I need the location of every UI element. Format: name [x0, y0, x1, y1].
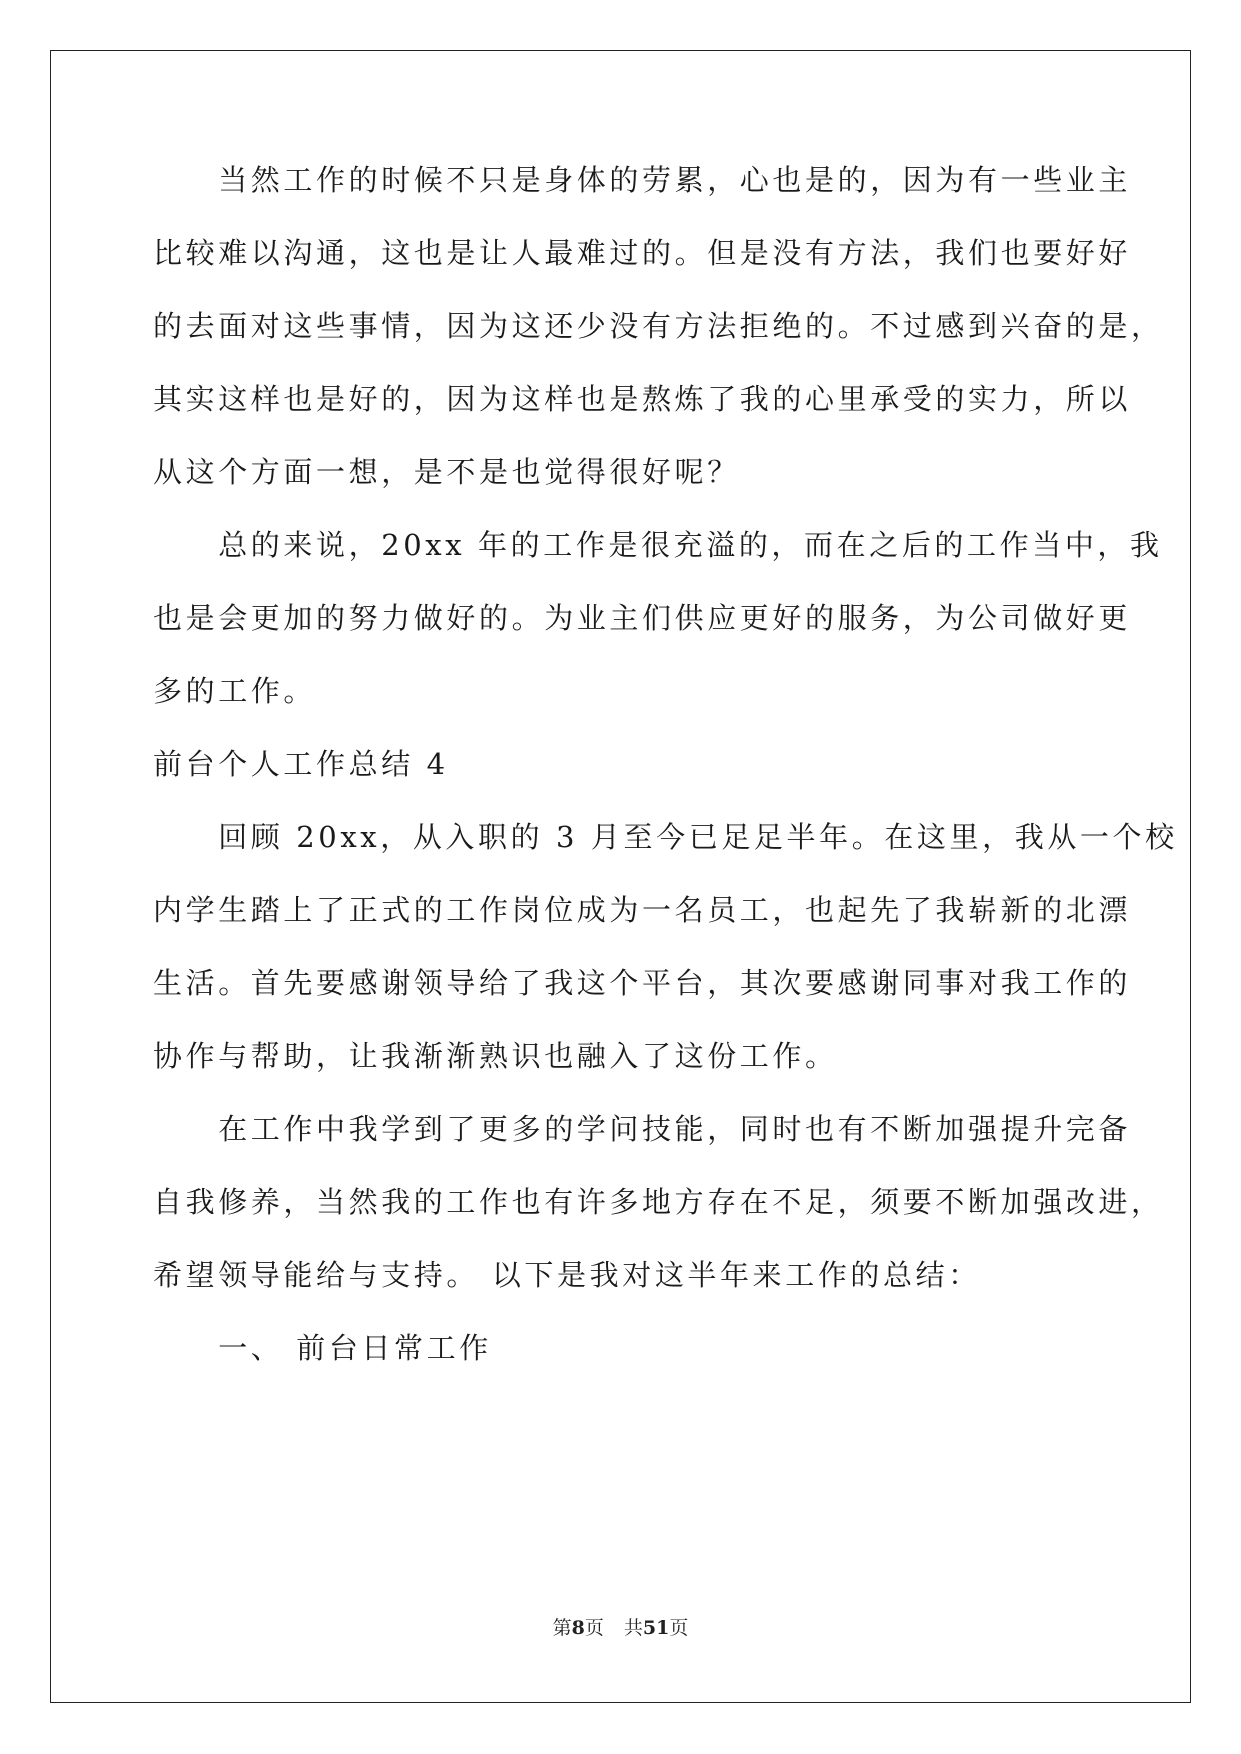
page-prefix: 第 [552, 1617, 572, 1639]
text-line: 的去面对这些事情，因为这还少没有方法拒绝的。不过感到兴奋的是， [153, 309, 1164, 343]
total-suffix: 页 [669, 1617, 689, 1639]
text-line: 回顾 20xx，从入职的 3 月至今已足足半年。在这里，我从一个校 [153, 820, 1178, 854]
text-line: 协作与帮助，让我渐渐熟识也融入了这份工作。 [153, 1039, 838, 1073]
text-line: 在工作中我学到了更多的学问技能，同时也有不断加强提升完备 [153, 1112, 1132, 1146]
total-prefix: 共 [623, 1617, 643, 1639]
text-line: 希望领导能给与支持。 以下是我对这半年来工作的总结： [153, 1258, 981, 1292]
text-line: 内学生踏上了正式的工作岗位成为一名员工，也起先了我崭新的北漂 [153, 893, 1132, 927]
subsection-heading: 一、 前台日常工作 [153, 1331, 492, 1365]
text-line: 从这个方面一想，是不是也觉得很好呢？ [153, 455, 740, 489]
page-suffix: 页 [584, 1617, 604, 1639]
page-border [50, 50, 1191, 1703]
page-footer [0, 1616, 1241, 1640]
text-line: 总的来说，20xx 年的工作是很充溢的，而在之后的工作当中，我 [153, 528, 1163, 562]
text-line: 多的工作。 [153, 674, 317, 708]
text-line: 生活。首先要感谢领导给了我这个平台，其次要感谢同事对我工作的 [153, 966, 1132, 1000]
text-line: 自我修养，当然我的工作也有许多地方存在不足，须要不断加强改进， [153, 1185, 1164, 1219]
section-heading: 前台个人工作总结 4 [153, 747, 449, 781]
text-line: 其实这样也是好的，因为这样也是熬炼了我的心里承受的实力，所以 [153, 382, 1132, 416]
total-pages: 51 [642, 1617, 670, 1639]
text-line: 也是会更加的努力做好的。为业主们供应更好的服务，为公司做好更 [153, 601, 1132, 635]
text-line: 当然工作的时候不只是身体的劳累，心也是的，因为有一些业主 [153, 163, 1132, 197]
page-number: 8 [571, 1617, 585, 1639]
text-line: 比较难以沟通，这也是让人最难过的。但是没有方法，我们也要好好 [153, 236, 1132, 270]
